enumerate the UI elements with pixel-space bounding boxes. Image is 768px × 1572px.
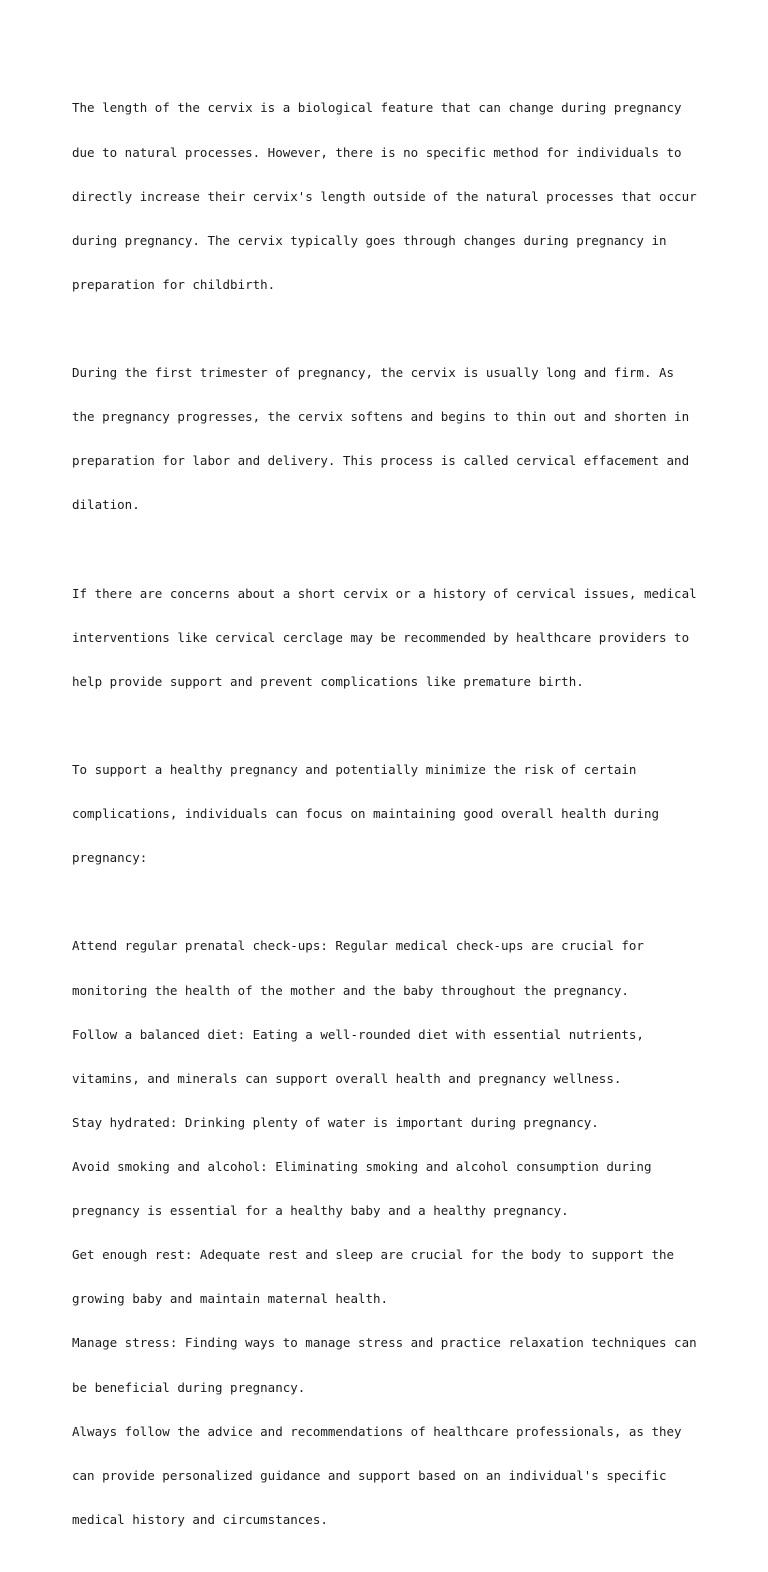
text-line: Manage stress: Finding ways to manage stress and practice relaxation techniques can <box>72 1335 697 1351</box>
paragraph-healthy-pregnancy <box>72 734 712 896</box>
text-line: The length of the cervix is a biological feature that can change during pregnancy <box>72 100 682 116</box>
text-line: complications, individuals can focus on maintaining good overall health during <box>72 806 659 822</box>
text-line: pregnancy is essential for a healthy baby and a healthy pregnancy. <box>72 1203 569 1219</box>
text-line: preparation for labor and delivery. This process is called cervical effacement and <box>72 453 690 469</box>
text-line: the pregnancy progresses, the cervix softens and begins to thin out and shorten in <box>72 409 690 425</box>
text-line: pregnancy: <box>72 850 148 866</box>
text-line: vitamins, and minerals can support overall health and pregnancy wellness. <box>72 1070 622 1086</box>
text-line: During the first trimester of pregnancy, the cervix is usually long and firm. As <box>72 365 675 381</box>
paragraph-recommendations <box>72 910 712 1557</box>
paragraph-cervix-intro <box>72 72 712 322</box>
text-line: preparation for childbirth. <box>72 276 276 292</box>
text-line: monitoring the health of the mother and the baby throughout the pregnancy. <box>72 982 629 998</box>
text-line: can provide personalized guidance and support based on an individual's specific <box>72 1467 667 1483</box>
text-line: Get enough rest: Adequate rest and sleep are crucial for the body to support the <box>72 1247 675 1263</box>
text-line: help provide support and prevent complications like premature birth. <box>72 673 584 689</box>
text-line: interventions like cervical cerclage may be recommended by healthcare providers to <box>72 629 690 645</box>
text-line: during pregnancy. The cervix typically goes through changes during pregnancy in <box>72 232 667 248</box>
text-line: Stay hydrated: Drinking plenty of water is important during pregnancy. <box>72 1114 599 1130</box>
text-line: To support a healthy pregnancy and potentially minimize the risk of certain <box>72 762 637 777</box>
text-line: growing baby and maintain maternal health. <box>72 1291 389 1307</box>
text-line: Follow a balanced diet: Eating a well-rounded diet with essential nutrients, <box>72 1026 644 1042</box>
text-line: Attend regular prenatal check-ups: Regular medical check-ups are crucial for <box>72 938 644 954</box>
text-line: be beneficial during pregnancy. <box>72 1379 306 1395</box>
text-line: directly increase their cervix's length outside of the natural processes that occur <box>72 188 697 204</box>
text-line: medical history and circumstances. <box>72 1511 328 1527</box>
paragraph-medical-interventions <box>72 557 712 719</box>
text-line: Always follow the advice and recommendations of healthcare professionals, as they <box>72 1423 682 1439</box>
text-line: due to natural processes. However, there is no specific method for individuals to <box>72 144 682 160</box>
document-page <box>72 72 712 1572</box>
text-line: Avoid smoking and alcohol: Eliminating smoking and alcohol consumption during <box>72 1158 652 1174</box>
text-line: If there are concerns about a short cervix or a history of cervical issues, medical <box>72 585 697 601</box>
text-line: dilation. <box>72 497 140 513</box>
paragraph-first-trimester <box>72 337 712 543</box>
